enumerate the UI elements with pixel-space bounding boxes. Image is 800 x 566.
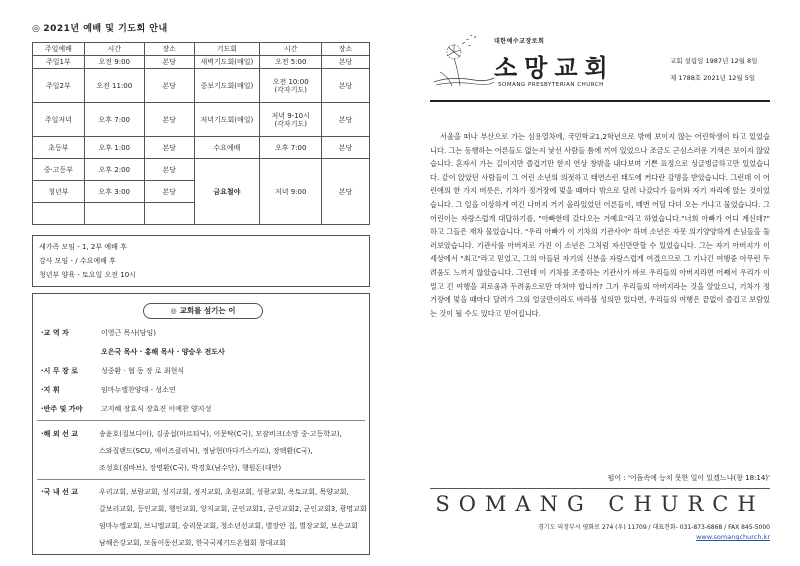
dandelion-logo-icon — [430, 32, 496, 88]
staff-row: ·교 역 자 이영근 목사(담임) — [41, 329, 157, 337]
table-cell: 본당 — [322, 69, 370, 103]
staff-row: 갈보리교회, 등인교회, 행인교회, 앙지교회, 군인교회1, 군인교회2, 군인교회3, 광명교회 — [99, 505, 367, 513]
header-cell: 기도회 — [194, 43, 260, 56]
table-cell: 본당 — [322, 103, 370, 137]
table-cell: 새벽기도회(매일) — [194, 56, 260, 69]
table-cell: 본당 — [144, 181, 194, 203]
staff-box — [32, 293, 370, 555]
bullet-icon: ◎ — [32, 24, 41, 34]
staff-row: ·시 무 장 로 성중환 · 협 동 장 로 최현식 — [41, 367, 185, 375]
church-name: 소망교회 — [494, 53, 615, 82]
article-paragraph: 서울을 떠나 부산으로 가는 심용열차에, 국민학교1,2학년으로 밖에 보이지 않는 어린학생이 타고 있었습니다. 그는 동행하는 어른들도 없는지 낯선 사람들 틈에 끼여 있었으나 조금도 근심스러운 기색은 보이지 않았습니다. 혼자서 가는 길이지만 즐겁기만 한지 연상 창밖을 내다보며 기쁜 표정으로 싱글벙글하고만 있었습니다. 같이 앉았던 사람들이 그 어린 소년의 의젓하고 태연스런 태도에 커다란 감명을 받았습니다. 그런데 이 어린애의 한 가지 버릇은, 기차가 정거장에 멎을 때마다 밖으로 달려 나갔다가 들어와 자기 자리에 앉는 것이었습니다. 그 일을 이상하게 여긴 나머지 거기 올라있었던 어른들이, 매번 어딜 다녀 오는 거냐고 물었습니다. 그 어린이는 자랑스럽게 대답하기를, "아빠한테 갔다오는 거예요"라고 하였습니다."너희 아빠가 어디 계신데?" 하고 그들은 재차 물었습니다. "우리 아빠가 이 기차의 기관사야" 하며 소년은 자못 의기양양하게 손님들을 둘러보았습니다. 기관사를 아버지로 가진 이 소년은 그처럼 자신만만할 수 있었습니다. 그는 자기 아버지가 이 세상에서 "최고"라고 믿었고, 그의 아들된 자기의 신분을 자랑스럽게 여겼으므로 그 기나긴 여행중 아무런 두려움도 느끼지 않았습니다. 그런데 이 기차를 조종하는 기관사가 바로 우리들의 아버지라면 어째서 우리가 이 멀고 긴 여행을 괴로움과 두려움으로만 마쳐야 합니까? 그가 우리들의 아버지라는 것을 알았으니, 기차가 정거장에 멎을 때마다 달려가 그의 얼굴만이라도 바라볼 성의만 있다면, 우리들의 여행은 끝없이 즐겁고 보람있는 것이 될 수도 있다고 믿어집니다. — [430, 132, 770, 318]
bulletin-header — [430, 22, 770, 92]
table-cell: 본당 — [144, 137, 194, 159]
footer-address: 경기도 의정부시 평화로 274 (우) 11709 / 대표전화- 031-873-6868 / FAX 845-5000 — [538, 524, 770, 531]
table-cell: 오전 5:00 — [260, 56, 322, 69]
table-cell — [144, 203, 194, 225]
staff-row: 조성호(짐바브), 장명환(C국), 박경호(남수단), 행원돈(대만) — [99, 464, 282, 472]
notice-box — [32, 235, 370, 287]
table-row — [33, 56, 370, 69]
table-cell: 중·고등부 — [33, 159, 85, 181]
table-cell: 본당 — [322, 137, 370, 159]
table-row — [33, 159, 370, 181]
table-cell: 저녁기도회(매일) — [194, 103, 260, 137]
staff-title: ◎ 교회를 섬기는 이 — [143, 303, 263, 319]
table-cell: 본당 — [322, 56, 370, 69]
staff-row: ·반주 및 가야 고지혜 장효식 장효진 이예찬 양지성 — [41, 405, 212, 413]
worship-notice-title: ◎ 2021년 예배 및 기도회 안내 — [32, 24, 168, 34]
header-cell: 장소 — [322, 43, 370, 56]
table-cell: 중보기도회(매일) — [194, 69, 260, 103]
table-cell: 초등부 — [33, 137, 85, 159]
table-cell: 본당 — [144, 69, 194, 103]
table-cell: 오후 1:00 — [84, 137, 144, 159]
table-cell: 오전 11:00 — [84, 69, 144, 103]
table-cell: 수요예배 — [194, 137, 260, 159]
staff-row: 남해은강교회, 모둠이동선교회, 한국국제기드온협회 창대교회 — [99, 539, 286, 547]
staff-row: ·국 내 선 교 우리교회, 보람교회, 성지교회, 정지교회, 초원교회, 성광교회, 옥토교회, 목양교회, — [41, 488, 349, 496]
table-cell: 주일저녁 — [33, 103, 85, 137]
website-link[interactable]: www.somangchurch.kr — [696, 533, 770, 541]
footer-rule — [430, 488, 770, 489]
bullet-icon: ◎ — [170, 307, 177, 315]
table-cell — [33, 203, 85, 225]
staff-row: 스와질랜드(SCU, 에이즈클리닉), 정남현(마다가스카르), 장택환(C국), — [99, 447, 313, 455]
left-page — [32, 22, 372, 555]
table-cell: 본당 — [144, 103, 194, 137]
table-cell: 본당 — [144, 159, 194, 181]
table-cell: 오후 7:00 — [84, 103, 144, 137]
founded-date: 교회 설립일 1987년 12월 8일 — [670, 57, 758, 65]
header-rule — [430, 100, 770, 102]
article-body — [430, 130, 770, 320]
staff-row: 오은국 목사 · 홍해 목사 · 양승우 전도사 — [101, 348, 225, 356]
table-row — [33, 137, 370, 159]
header-cell: 시간 — [84, 43, 144, 56]
staff-row: 임마누엘교회, 브니엘교회, 승리문교회, 청소년선교회, 별장안 집, 별장교회, 보은교회 — [99, 522, 358, 530]
table-cell: 오후 7:00 — [260, 137, 322, 159]
footer-url-wrap — [430, 533, 770, 541]
table-cell: 저녁 9-10시 (각자기도) — [260, 103, 322, 137]
table-row — [33, 69, 370, 103]
issue-number: 제 1788호 2021년 12월 5일 — [670, 74, 756, 82]
notice-item: 강사 모임 - / 수요예배 후 — [39, 257, 116, 265]
table-cell: 본당 — [322, 159, 370, 225]
table-cell: 오후 3:00 — [84, 181, 144, 203]
table-cell: 금요철야 — [194, 159, 260, 225]
table-cell: 본당 — [144, 56, 194, 69]
table-cell: 오전 10:00 (각자기도) — [260, 69, 322, 103]
article-source: 펌어 : '어둠속에 능치 못한 일이 있겠느냐(창 18:14)' — [607, 474, 770, 482]
church-english-name: SOMANG PRESBYTERIAN CHURCH — [498, 82, 604, 88]
table-cell: 저녁 9:00 — [260, 159, 322, 225]
right-page — [430, 22, 770, 541]
table-cell: 주일1부 — [33, 56, 85, 69]
header-cell: 시간 — [260, 43, 322, 56]
notice-item: 청년부 양육 - 토요일 오전 10시 — [39, 271, 136, 279]
church-subtitle: 대한예수교장로회 — [494, 38, 545, 45]
divider — [37, 420, 365, 421]
header-cell: 주일예배 — [33, 43, 85, 56]
table-cell: 주일2부 — [33, 69, 85, 103]
divider — [37, 479, 365, 480]
worship-schedule-table — [32, 42, 370, 225]
table-cell: 청년부 — [33, 181, 85, 203]
staff-row: ·해 외 선 교 송윤호(질보디아), 김종섭(마르티닉), 이문탁(C국), 모잠비크(소망 중·고등학교), — [41, 430, 342, 438]
table-cell — [84, 203, 144, 225]
table-row — [33, 103, 370, 137]
table-cell: 오전 9:00 — [84, 56, 144, 69]
table-header — [33, 43, 370, 56]
header-cell: 장소 — [144, 43, 194, 56]
footer-church-name: SOMANG CHURCH — [435, 492, 765, 516]
table-cell: 오후 2:00 — [84, 159, 144, 181]
staff-row: ·지 휘 임마누엘찬양대 - 성소연 — [41, 386, 176, 394]
notice-item: 새가족 모임 - 1, 2부 예배 후 — [39, 243, 127, 251]
